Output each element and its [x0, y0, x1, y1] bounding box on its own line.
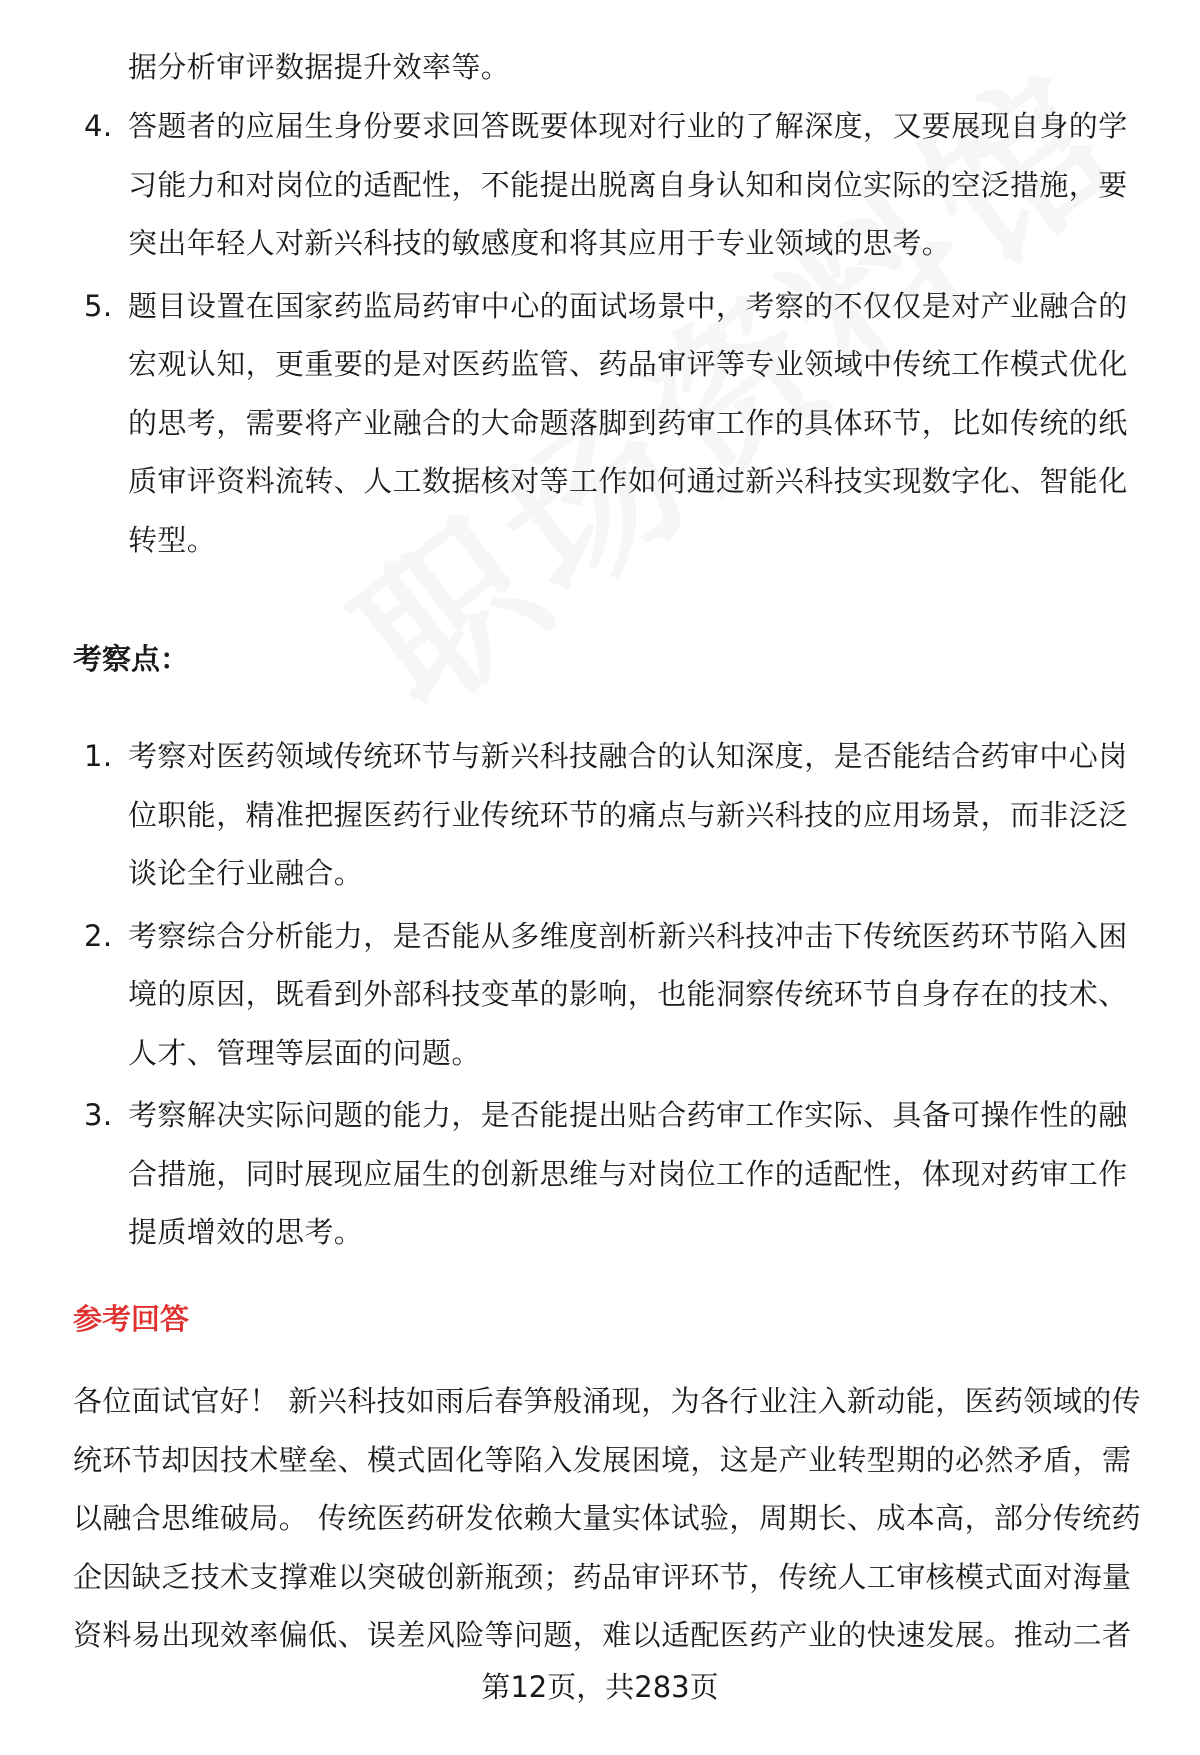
continuation-text: 据分析审评数据提升效率等。	[128, 50, 511, 84]
list-text: 答题者的应届生身份要求回答既要体现对行业的了解深度，又要展现自身的学习能力和对岗位的适配性，不能提出脱离自身认知和岗位实际的空泛措施，要突出年轻人对新兴科技的敏感度和将其应用于专业领域的思考。	[128, 109, 1128, 260]
list-text: 考察综合分析能力，是否能从多维度剖析新兴科技冲击下传统医药环节陷入困境的原因，既看到外部科技变革的影响，也能洞察传统环节自身存在的技术、人才、管理等层面的问题。	[128, 918, 1128, 1070]
list-item	[0, 97, 1148, 273]
list-text: 题目设置在国家药监局药审中心的面试场景中，考察的不仅仅是对产业融合的宏观认知，更重要的是对医药监管、药品审评等专业领域中传统工作模式优化的思考，需要将产业融合的大命题落脚到药审工作的具体环节，比如传统的纸质审评资料流转、人工数据核对等工作如何通过新兴科技实现数字化、智能化转型。	[128, 288, 1128, 557]
list-text: 考察对医药领域传统环节与新兴科技融合的认知深度，是否能结合药审中心岗位职能，精准把握医药行业传统环节的痛点与新兴科技的应用场景，而非泛泛谈论全行业融合。	[128, 739, 1128, 890]
list-number: 1.	[84, 739, 113, 773]
list-number: 5.	[84, 288, 113, 323]
list-item	[0, 1086, 1148, 1262]
section-heading-answer: 参考回答	[73, 1302, 190, 1336]
list-number: 3.	[84, 1098, 113, 1132]
list-number: 4.	[84, 109, 113, 143]
intro-list	[0, 97, 1200, 569]
list-item	[0, 907, 1148, 1083]
list-item	[0, 727, 1148, 903]
list-item	[0, 277, 1148, 570]
page-number: 第12页，共283页	[481, 1670, 719, 1704]
list-text: 考察解决实际问题的能力，是否能提出贴合药审工作实际、具备可操作性的融合措施，同时展现应届生的创新思维与对岗位工作的适配性，体现对药审工作提质增效的思考。	[128, 1098, 1128, 1249]
section-heading-points: 考察点：	[73, 642, 190, 676]
answer-paragraph: 各位面试官好！ 新兴科技如雨后春笋般涌现，为各行业注入新动能，医药领域的传统环节却因技术壁垒、模式固化等陷入发展困境，这是产业转型期的必然矛盾，需以融合思维破局。 传统医药研发依赖大量实体试验，周期长、成本高，部分传统药企因缺乏技术支撑难以突破创新瓶颈；药品审评环节，传统人工审核模式面对海量资料易出现效率偏低、误差风险等问题，难以适配医药产业的快速发展。推动二者	[73, 1384, 1142, 1652]
points-list	[0, 727, 1200, 1262]
list-number: 2.	[84, 918, 113, 953]
